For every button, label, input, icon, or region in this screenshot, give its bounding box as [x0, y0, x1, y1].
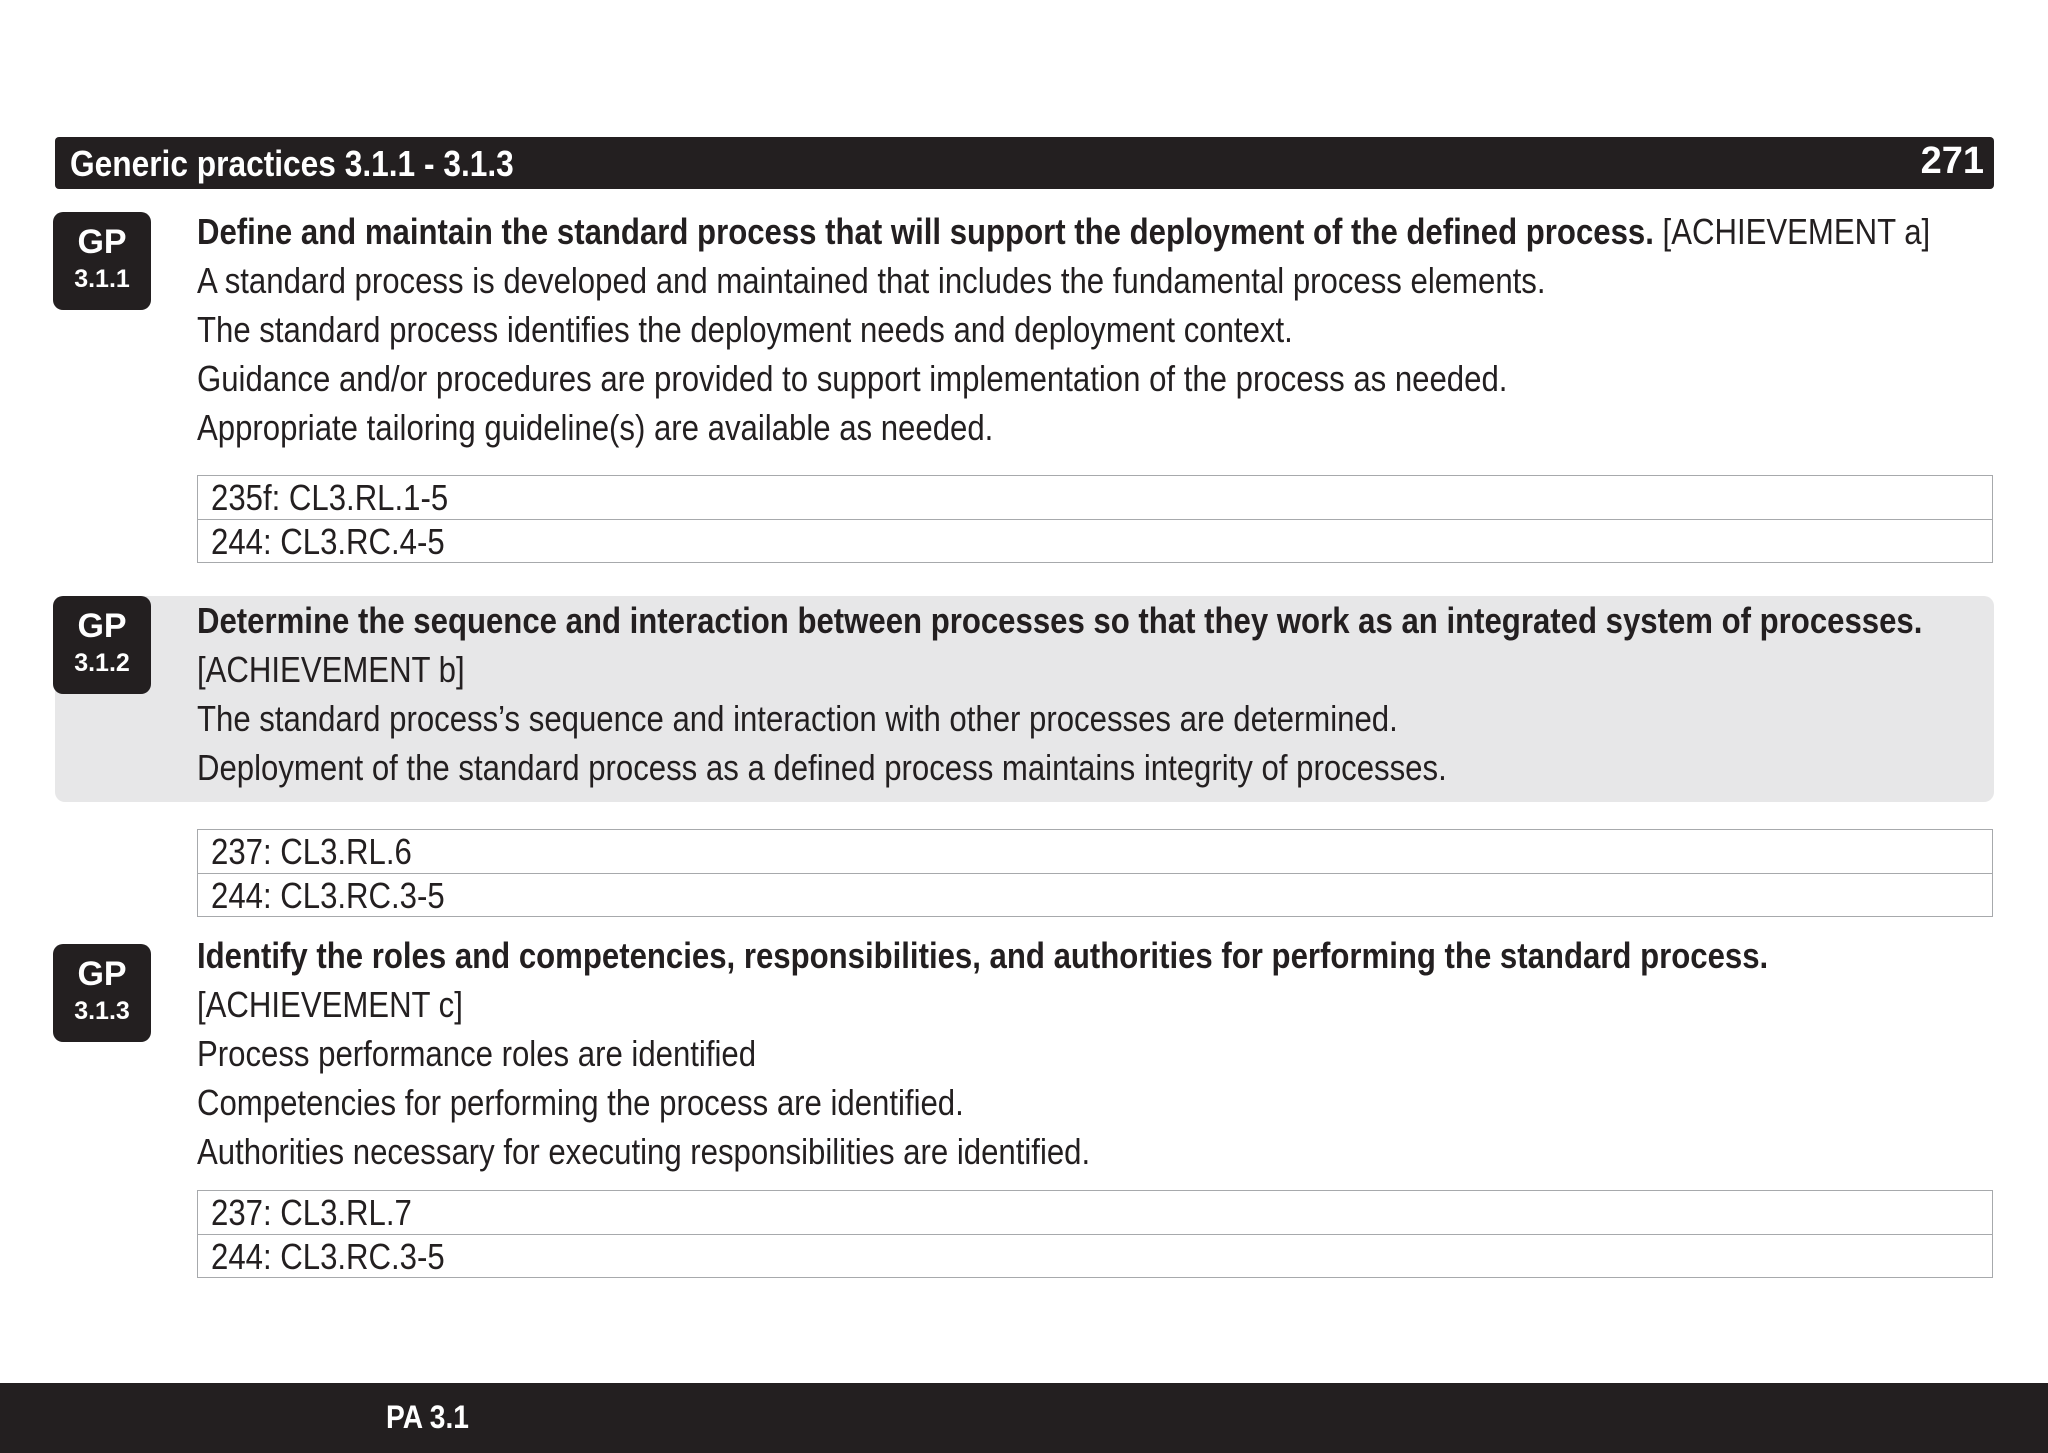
- practice-line: The standard process identifies the deployment needs and deployment context.: [197, 309, 1293, 350]
- reference-row: [198, 873, 1992, 916]
- badge-label: GP: [77, 955, 127, 993]
- practice-line: A standard process is developed and maintained that includes the fundamental process elements.: [197, 260, 1546, 301]
- header-bar: [55, 137, 1994, 189]
- practice-line: Guidance and/or procedures are provided to support implementation of the process as needed.: [197, 358, 1508, 399]
- reference-row: [198, 830, 1992, 873]
- reference-text: 237: CL3.RL.6: [211, 831, 412, 872]
- reference-text: 237: CL3.RL.7: [211, 1192, 412, 1233]
- achievement-tag: [ACHIEVEMENT a]: [1662, 211, 1931, 252]
- footer-bar: [0, 1383, 2048, 1453]
- practice-line: Authorities necessary for executing responsibilities are identified.: [197, 1131, 1091, 1172]
- practice-line: The standard process’s sequence and interaction with other processes are determined.: [197, 698, 1398, 739]
- practice-line: Appropriate tailoring guideline(s) are available as needed.: [197, 407, 994, 448]
- practice-line: Deployment of the standard process as a defined process maintains integrity of processes.: [197, 747, 1447, 788]
- reference-table-3-1-1: [197, 475, 1993, 563]
- page-title: Generic practices 3.1.1 - 3.1.3: [70, 143, 514, 184]
- gp-badge-3-1-2: [53, 596, 151, 694]
- practice-title: [197, 931, 1769, 980]
- badge-number: 3.1.2: [74, 649, 130, 677]
- practice-line: Process performance roles are identified: [197, 1033, 757, 1074]
- practice-heading: [197, 207, 1931, 256]
- achievement-tag: [ACHIEVEMENT c]: [197, 984, 463, 1025]
- reference-row: [198, 519, 1992, 562]
- reference-text: 235f: CL3.RL.1-5: [211, 477, 449, 518]
- gp-badge-3-1-1: [53, 212, 151, 310]
- reference-text: 244: CL3.RC.4-5: [211, 521, 445, 562]
- reference-table-3-1-2: [197, 829, 1993, 917]
- gp-3-1-1-text: [197, 207, 2007, 452]
- page-number: 271: [1920, 140, 1984, 182]
- reference-row: [198, 1191, 1992, 1234]
- footer-label: PA 3.1: [386, 1399, 469, 1435]
- reference-table-3-1-3: [197, 1190, 1993, 1278]
- badge-label: GP: [77, 607, 127, 645]
- practice-title: [197, 596, 1923, 645]
- reference-row: [198, 1234, 1992, 1277]
- badge-label: GP: [77, 223, 127, 261]
- reference-text: 244: CL3.RC.3-5: [211, 1236, 445, 1277]
- badge-number: 3.1.3: [74, 997, 130, 1025]
- reference-row: [198, 476, 1992, 519]
- gp-3-1-3-text: [197, 931, 2007, 1176]
- practice-title-text: Identify the roles and competencies, responsibilities, and authorities for performing the standard process.: [197, 935, 1769, 976]
- achievement-tag: [ACHIEVEMENT b]: [197, 649, 465, 690]
- gp-badge-3-1-3: [53, 944, 151, 1042]
- gp-3-1-2-text: [197, 596, 2007, 792]
- practice-title-text: Determine the sequence and interaction between processes so that they work as an integrated system of processes.: [197, 600, 1923, 641]
- practice-line: Competencies for performing the process are identified.: [197, 1082, 964, 1123]
- reference-text: 244: CL3.RC.3-5: [211, 875, 445, 916]
- practice-title: Define and maintain the standard process that will support the deployment of the defined process.: [197, 211, 1654, 252]
- badge-number: 3.1.1: [74, 265, 130, 293]
